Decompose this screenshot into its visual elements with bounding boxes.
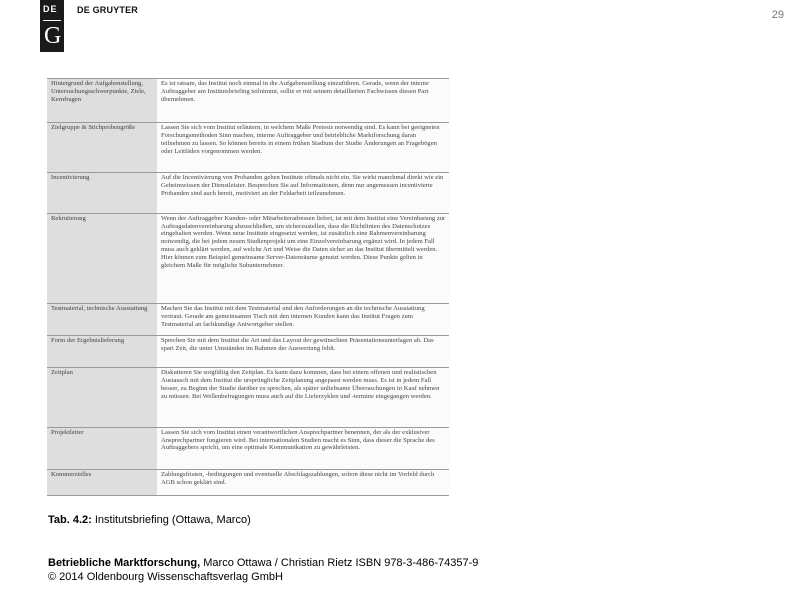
row-label: Kommerzielles xyxy=(47,469,157,495)
row-label: Form der Ergebnislieferung xyxy=(47,336,157,368)
row-text: Wenn der Auftraggeber Kunden- oder Mitarbeiteradressen liefert, ist mit dem Institut eine Vereinbarung zur Auftragsdatenvereinbarung abzuschließen, um sicherzustellen, dass die Richtlinien des Datenschutzes eingehalten werden. Wenn neue Institute eingesetzt werden, ist zusätzlich eine Rahmenvereinbarung notwendig, die bei jedem neuen Studienprojekt um eine Einzelvereinbarung ergänzt wird. In jedem Fall muss auch geklärt werden, auf welche Art und Weise die Daten sicher an das Institut übermittelt werden. Hier können zum Beispiel gemeinsame Server-Datenräume genutzt werden. Diese Punkte gelten in gleichem Maße für mögliche Subunternehmer. xyxy=(157,213,449,303)
table-row xyxy=(47,336,449,368)
table-row xyxy=(47,213,449,303)
row-text: Lassen Sie sich vom Institut einen verantwortlichen Ansprechpartner benennen, der als der exklusiver Ansprechpartner fungieren wird. Bei internationalen Studien macht es Sinn, dass dieser die Sprache des Auftraggebers spricht, um eine optimale Kommunikation zu gewährleisten. xyxy=(157,427,449,469)
row-label: Hintergrund der Aufgabenstellung, Untersuchungsschwerpunkte, Ziele, Kernfragen xyxy=(47,79,157,123)
table-row xyxy=(47,368,449,427)
table-row xyxy=(47,123,449,173)
row-label: Testmaterial, technische Ausstattung xyxy=(47,304,157,336)
table-caption xyxy=(48,514,251,526)
row-text: Sprechen Sie mit dem Institut die Art und das Layout der gewünschten Präsentationsunterlagen ab. Das spart Zeit, die unter Umständen im Rahmen der Auswertung fehlt. xyxy=(157,336,449,368)
caption-text: Institutsbriefing (Ottawa, Marco) xyxy=(91,514,251,526)
row-label: Rekrutierung xyxy=(47,213,157,303)
book-details: Marco Ottawa / Christian Rietz ISBN 978-3-486-74357-9 xyxy=(200,557,479,569)
page-number: 29 xyxy=(771,9,784,21)
copyright-line: © 2014 Oldenbourg Wissenschaftsverlag GmbH xyxy=(48,571,283,583)
row-label: Zielgruppe & Stichprobengröße xyxy=(47,123,157,173)
row-label: Zeitplan xyxy=(47,368,157,427)
de-gruyter-logo xyxy=(40,0,64,52)
row-text: Lassen Sie sich vom Institut erläutern, in welchem Maße Pretests notwendig sind. Es kann bei geeigneten Forschungsmethoden Sinn machen, interne Auftraggeber und betriebliche Marktforschung daran teilnehmen zu lassen. So können bereits in einem frühen Stadium der Studie Änderungen an Fragebögen oder Leitfäden vorgenommen werden. xyxy=(157,123,449,173)
row-text: Zahlungsfristen, -bedingungen und eventuelle Abschlagszahlungen, sofern diese nicht im Vorfeld durch AGB schon geklärt sind. xyxy=(157,469,449,495)
logo-g-letter: G xyxy=(44,23,62,49)
table-row xyxy=(47,427,449,469)
row-text: Auf die Incentivierung von Probanden gehen Institute oftmals nicht ein. Sie wirkt manchmal direkt wie ein Geheimwissen der Dienstleister. Besprechen Sie auf Informationen, denn nur angemessen incentivierte Probanden sind auch bereit, motiviert an der Feldarbeit teilzunehmen. xyxy=(157,173,449,213)
row-text: Machen Sie das Institut mit dem Testmaterial und den Anforderungen an die technische Ausstattung vertraut. Gerade am gemeinsamen Tisch mit den internen Kunden kann das Institut Fragen zum Testmaterial an fachkundige Antwortgeber stellen. xyxy=(157,304,449,336)
table-row xyxy=(47,79,449,123)
institutsbriefing-table xyxy=(47,78,449,496)
table-row xyxy=(47,304,449,336)
row-text: Es ist ratsam, das Institut noch einmal in die Aufgabenstellung einzuführen. Gerade, wenn der interne Auftraggeber am Institutsbriefing teilnimmt, sollte er mit seinem detaillierten Fachwissen diesen Part übernehmen. xyxy=(157,79,449,123)
caption-label: Tab. 4.2: xyxy=(48,514,92,526)
table-row xyxy=(47,469,449,495)
book-title: Betriebliche Marktforschung, xyxy=(48,557,201,569)
row-label: Projektleiter xyxy=(47,427,157,469)
logo-de-text: DE xyxy=(43,4,58,14)
publisher-name: DE GRUYTER xyxy=(77,5,139,15)
citation-line xyxy=(48,556,478,570)
citation-footer xyxy=(48,556,478,584)
logo-divider xyxy=(43,20,61,21)
institutsbriefing-table-image xyxy=(47,78,449,496)
row-label: Incentivierung xyxy=(47,173,157,213)
table-row xyxy=(47,173,449,213)
row-text: Diskutieren Sie sorgfältig den Zeitplan. Es kann dazu kommen, dass bei einem offenen und realistischen Austausch mit dem Institut die ursprüngliche Zeitplanung angepasst werden muss. Es ist in jedem Fall besser, zu Beginn der Studie darüber zu sprechen, als später unliebsame Überraschungen in Kauf nehmen zu müssen. Bei Wellenbefragungen muss auch auf die Lieferzyklen und -termine eingegangen werden. xyxy=(157,368,449,427)
